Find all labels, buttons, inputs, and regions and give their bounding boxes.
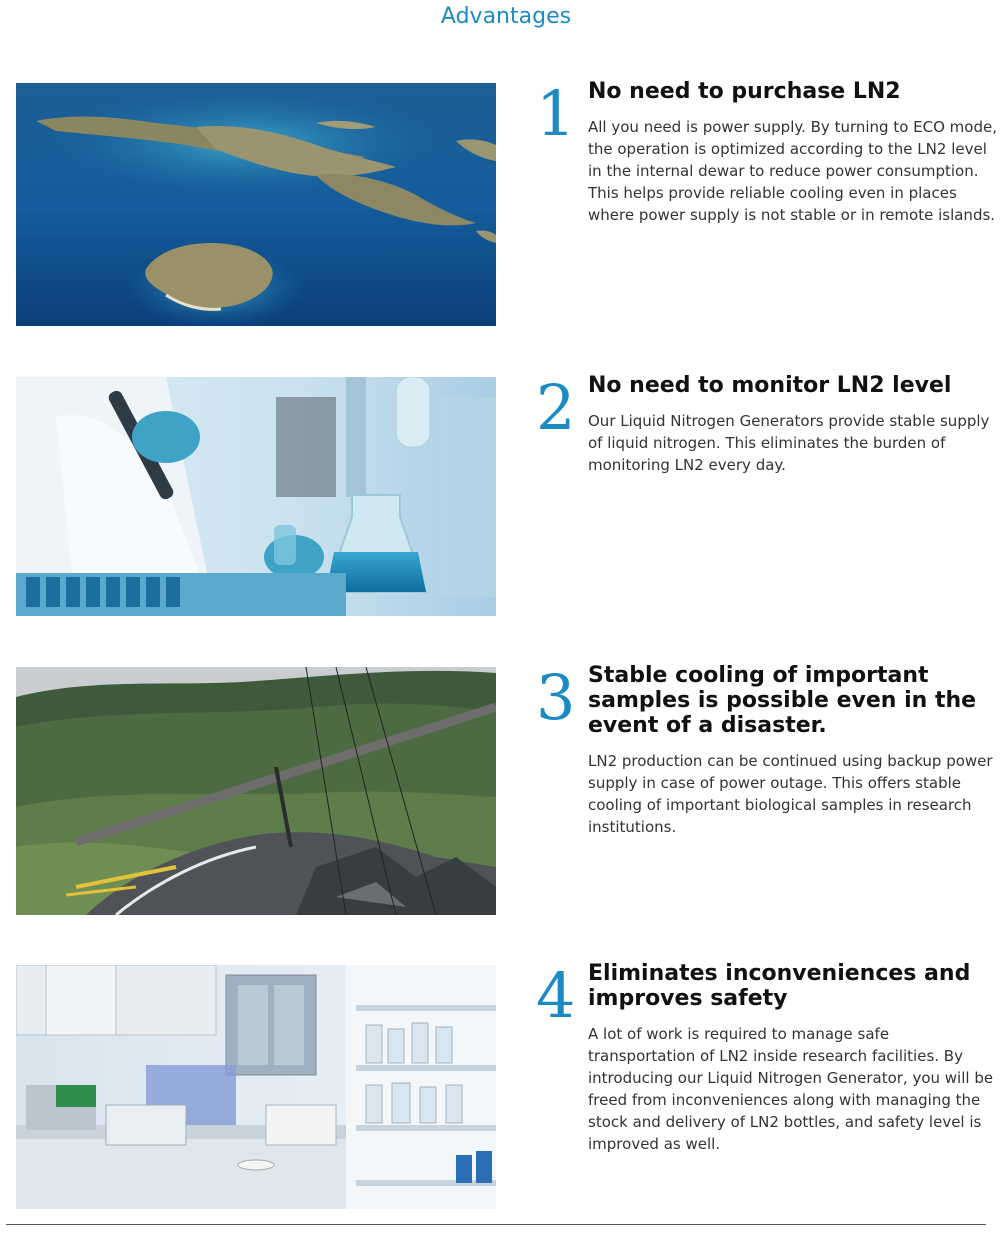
advantage-description: Our Liquid Nitrogen Generators provide stable supply of liquid nitrogen. This eliminates the burden of monitoring LN2 every day. [588, 412, 990, 474]
advantage-description: LN2 production can be continued using backup power supply in case of power outage. This offers stable cooling of important biological samples in research institutions. [588, 752, 993, 836]
advantage-description: A lot of work is required to manage safe transportation of LN2 inside research facilities. By introducing our Liquid Nitrogen Generator, you will be freed from inconveniences along with managing the stock and delivery of LN2 bottles, and safety level is improved as well. [588, 1025, 994, 1153]
advantage-number: 1 [536, 77, 576, 150]
disaster-road-photo [16, 667, 496, 915]
advantage-title: No need to monitor LN2 level [588, 373, 952, 398]
advantage-title: Eliminates inconveniences and improves safety [588, 961, 971, 1011]
advantage-number: 4 [536, 959, 576, 1032]
islands-aerial-photo [16, 83, 496, 326]
advantage-number: 3 [536, 661, 576, 734]
advantage-title: No need to purchase LN2 [588, 79, 901, 104]
advantage-number: 2 [536, 371, 576, 444]
advantage-title: Stable cooling of important samples is possible even in the event of a disaster. [588, 663, 977, 738]
bottom-divider [6, 1224, 986, 1225]
advantage-description: All you need is power supply. By turning to ECO mode, the operation is optimized according to the LN2 level in the internal dewar to reduce power consumption. This helps provide reliable cooling even in places where power supply is not stable or in remote islands. [588, 118, 997, 224]
section-title: Advantages [440, 4, 572, 29]
lab-scientist-photo [16, 377, 496, 616]
laboratory-interior-photo [16, 965, 496, 1209]
